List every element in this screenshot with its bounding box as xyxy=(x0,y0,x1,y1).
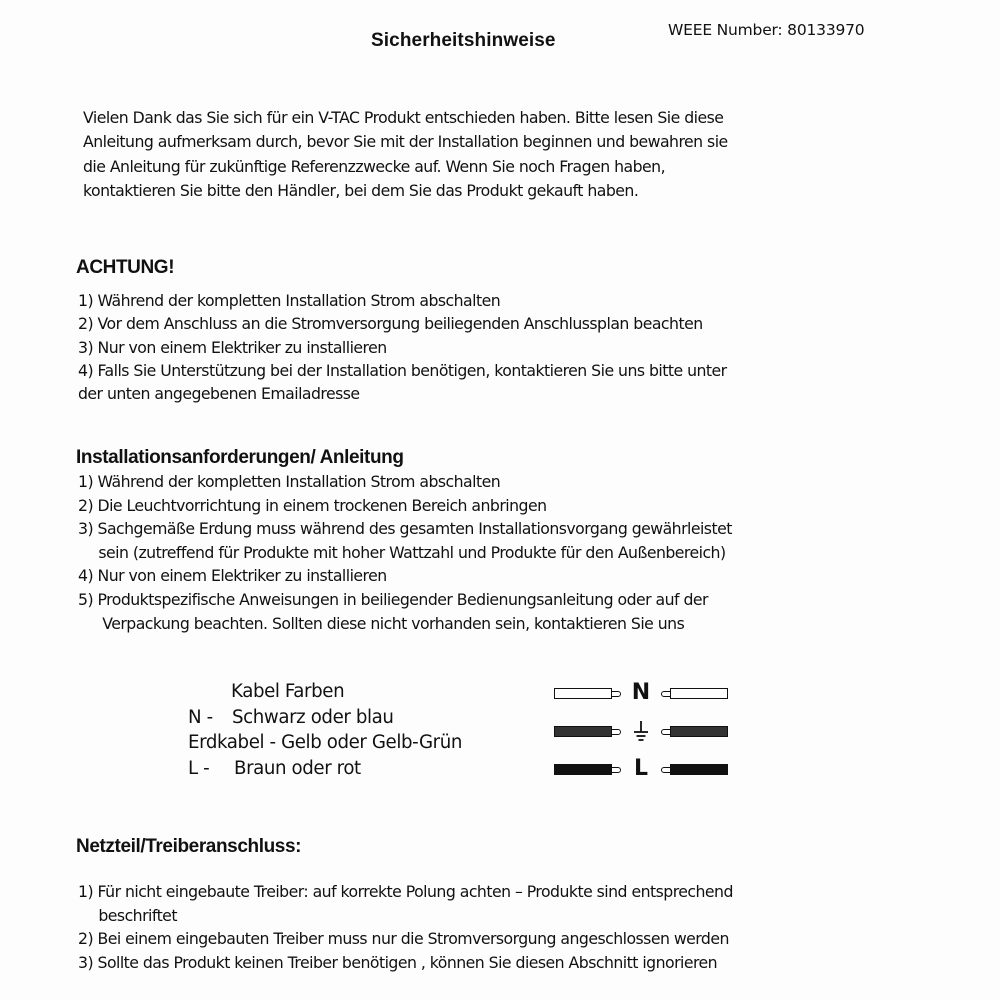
list-item xyxy=(78,517,732,564)
list-item-text: 2) Bei einem eingebauten Treiber muss nur die Stromversorgung angeschlossen werden xyxy=(78,929,729,949)
list-item xyxy=(78,359,727,406)
list-item-text: 5) Produktspezifische Anweisungen in beiliegender Bedienungsanleitung oder auf der xyxy=(78,589,708,609)
cable-legend-row xyxy=(188,705,462,731)
list-item-continuation: der unten angegebenen Emailadresse xyxy=(78,384,360,404)
list-item-text: 3) Sachgemäße Erdung muss während des gesamten Installationsvorgang gewährleistet xyxy=(78,519,732,539)
list-item-text: 4) Nur von einem Elektriker zu installieren xyxy=(78,566,387,586)
wire-diagram xyxy=(553,680,733,780)
live-label: L xyxy=(633,756,649,781)
earth-ground-icon xyxy=(633,720,649,744)
wire-right-earth xyxy=(670,726,728,737)
wire-left-neutral xyxy=(554,688,612,699)
wire-right-live xyxy=(670,764,728,775)
list-item xyxy=(78,470,732,494)
cable-legend-row xyxy=(188,730,462,756)
wire-tip xyxy=(611,729,621,735)
list-item xyxy=(78,336,727,359)
achtung-heading: ACHTUNG! xyxy=(76,257,175,278)
list-item xyxy=(78,588,732,635)
cable-code: N - xyxy=(188,706,213,728)
cable-code: L - xyxy=(188,758,210,780)
intro-line: die Anleitung für zukünftige Referenzzwecke auf. Wenn Sie noch Fragen haben, xyxy=(83,156,666,176)
list-item xyxy=(78,951,733,975)
wire-row-live xyxy=(553,757,733,783)
list-item-text: 2) Vor dem Anschluss an die Stromversorgung beiliegenden Anschlussplan beachten xyxy=(78,314,703,334)
list-item-text: 3) Sollte das Produkt keinen Treiber benötigen , können Sie diesen Abschnitt ignorieren xyxy=(78,953,718,973)
wire-left-live xyxy=(554,764,612,775)
cable-legend-row xyxy=(188,756,462,782)
intro-line: Anleitung aufmerksam durch, bevor Sie mit der Installation beginnen und bewahren sie xyxy=(83,132,728,152)
wire-row-neutral xyxy=(553,681,733,707)
list-item-text: 3) Nur von einem Elektriker zu installieren xyxy=(78,337,387,357)
list-item-continuation: sein (zutreffend für Produkte mit hoher Wattzahl und Produkte für den Außenbereich) xyxy=(98,542,726,562)
list-item xyxy=(78,289,727,312)
list-item-continuation: beschriftet xyxy=(98,905,177,925)
list-item-text: 4) Falls Sie Unterstützung bei der Installation benötigen, kontaktieren Sie uns bitte unter xyxy=(78,360,727,380)
intro-line: Vielen Dank das Sie sich für ein V-TAC Produkt entschieden haben. Bitte lesen Sie diese xyxy=(83,108,724,127)
list-item xyxy=(78,880,733,927)
page-title: Sicherheitshinweise xyxy=(371,30,556,51)
wire-right-neutral xyxy=(670,688,728,699)
cable-code: Erdkabel - xyxy=(188,732,276,754)
wire-tip xyxy=(611,767,621,773)
list-item-text: 1) Für nicht eingebaute Treiber: auf korrekte Polung achten – Produkte sind entsprechend xyxy=(78,882,733,901)
list-item xyxy=(78,927,733,951)
cable-description: Gelb oder Gelb-Grün xyxy=(281,732,462,754)
wire-row-earth xyxy=(553,719,733,745)
cable-legend-title: Kabel Farben xyxy=(231,681,345,702)
intro-line: kontaktieren Sie bitte den Händler, bei dem Sie das Produkt gekauft haben. xyxy=(83,180,639,200)
cable-color-legend xyxy=(188,679,462,782)
list-item-text: 1) Während der kompletten Installation Strom abschalten xyxy=(78,291,501,310)
intro-paragraph xyxy=(83,106,728,203)
achtung-list xyxy=(78,289,727,405)
installation-list xyxy=(78,470,732,635)
wire-tip xyxy=(611,691,621,697)
list-item xyxy=(78,494,732,518)
list-item xyxy=(78,312,727,335)
driver-connection-list xyxy=(78,880,733,975)
driver-connection-heading: Netzteil/Treiberanschluss: xyxy=(76,836,302,857)
list-item-text: 1) Während der kompletten Installation Strom abschalten xyxy=(78,472,501,491)
wire-left-earth xyxy=(554,726,612,737)
list-item-text: 2) Die Leuchtvorrichtung in einem trockenen Bereich anbringen xyxy=(78,495,547,515)
installation-heading: Installationsanforderungen/ Anleitung xyxy=(76,447,404,468)
cable-description: Schwarz oder blau xyxy=(232,706,394,728)
weee-number: WEEE Number: 80133970 xyxy=(668,21,865,39)
cable-description: Braun oder rot xyxy=(234,758,361,780)
list-item-continuation: Verpackung beachten. Sollten diese nicht vorhanden sein, kontaktieren Sie uns xyxy=(102,613,685,633)
neutral-label: N xyxy=(631,680,651,705)
list-item xyxy=(78,564,732,588)
